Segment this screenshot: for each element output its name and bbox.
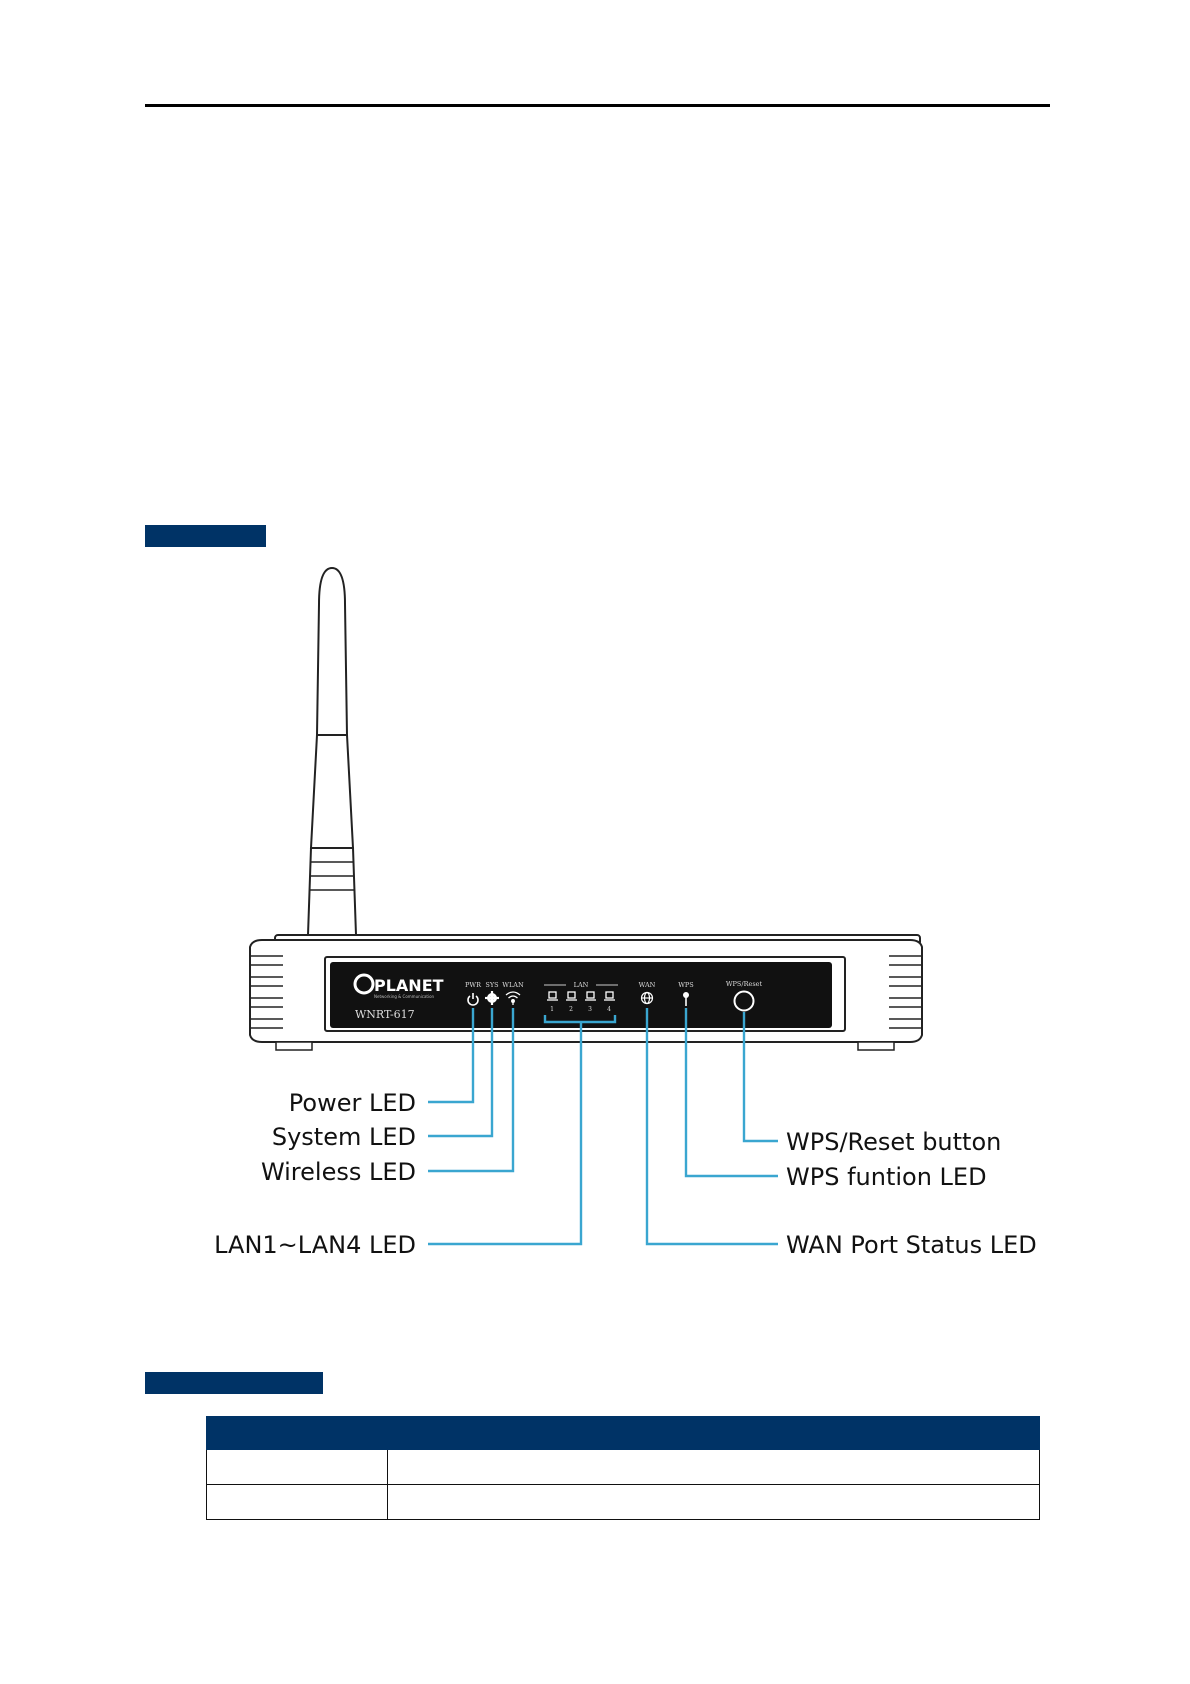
lan-port-1: 1 xyxy=(550,1006,554,1013)
label-wps-reset: WPS/Reset xyxy=(725,980,763,988)
label-sys: SYS xyxy=(485,981,499,989)
brand-logo-text: PLANET xyxy=(374,976,444,995)
section-heading-bar xyxy=(145,1372,323,1394)
antenna xyxy=(308,568,356,935)
label-pwr: PWR xyxy=(465,981,481,989)
lan-port-2: 2 xyxy=(569,1006,573,1013)
label-wan: WAN xyxy=(638,981,656,989)
callout-wps-reset-button: WPS/Reset button xyxy=(786,1128,1002,1156)
callout-power-led: Power LED xyxy=(288,1089,416,1117)
leader-lines xyxy=(428,1008,778,1244)
callout-system-led: System LED xyxy=(271,1123,416,1151)
brand-tagline: Networking & Communication xyxy=(374,994,435,999)
router-body xyxy=(250,935,922,1050)
table-cell xyxy=(207,1450,388,1485)
table-header-row xyxy=(207,1417,1040,1450)
lan-port-3: 3 xyxy=(588,1006,592,1013)
model-name: WNRT-617 xyxy=(355,1008,415,1021)
table-header-cell xyxy=(207,1417,388,1450)
lan-port-4: 4 xyxy=(607,1006,611,1013)
callout-wireless-led: Wireless LED xyxy=(260,1158,416,1186)
callout-wps-function-led: WPS funtion LED xyxy=(786,1163,987,1191)
table-cell xyxy=(388,1485,1040,1520)
table-header-cell xyxy=(388,1417,1040,1450)
led-definition-table xyxy=(206,1416,1040,1520)
table-row xyxy=(207,1485,1040,1520)
label-wlan: WLAN xyxy=(502,981,524,989)
callout-lan-led: LAN1~LAN4 LED xyxy=(214,1231,416,1259)
table-row xyxy=(207,1450,1040,1485)
label-lan: LAN xyxy=(573,981,589,989)
section-heading-bar xyxy=(145,525,266,547)
table-cell xyxy=(207,1485,388,1520)
header-rule xyxy=(145,104,1050,107)
table-cell xyxy=(388,1450,1040,1485)
label-wps: WPS xyxy=(678,981,694,989)
callout-wan-port-led: WAN Port Status LED xyxy=(786,1231,1037,1259)
router-front-panel-diagram xyxy=(0,560,1190,1280)
